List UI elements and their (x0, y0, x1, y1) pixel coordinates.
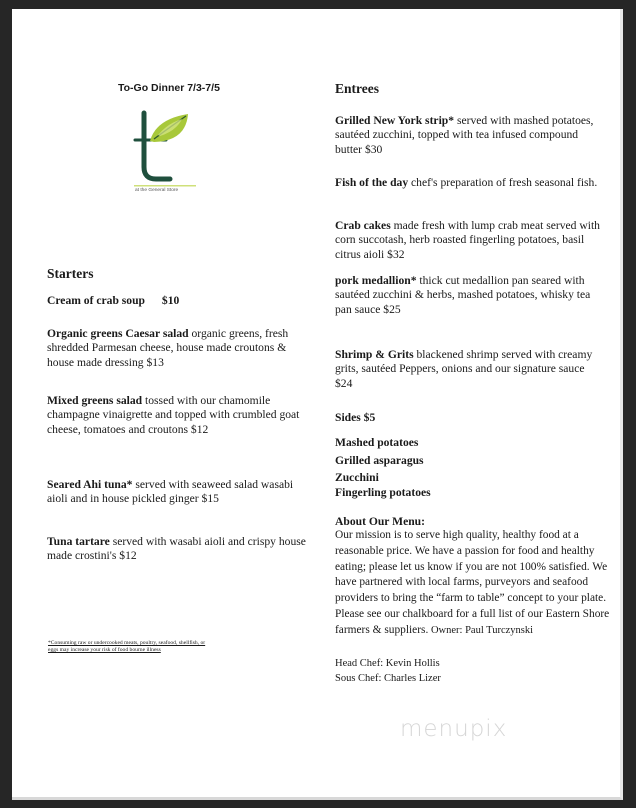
sous-chef: Sous Chef: Charles Lizer (335, 673, 441, 684)
item-name: Grilled New York strip* (335, 114, 455, 127)
owner-name: Owner: Paul Turczynski (428, 624, 534, 636)
menupix-watermark: menupix (400, 716, 508, 742)
item-description: blackened shrimp served with creamy grits, sautéed Peppers, onions and our signature sauce $24 (335, 348, 593, 390)
item-name: Cream of crab soup (47, 294, 146, 307)
entree-item (335, 274, 600, 317)
starter-item (47, 294, 307, 308)
item-description: tossed with our chamomile champagne vinaigrette and topped with crumbled goat cheese, tomatoes and croutons $12 (47, 394, 300, 436)
item-name: Crab cakes (335, 219, 391, 232)
leaf-t-logo-icon (130, 105, 202, 195)
item-name: Fish of the day (335, 176, 409, 189)
menu-title: To-Go Dinner 7/3-7/5 (118, 82, 220, 94)
side-item: Fingerling potatoes (335, 486, 431, 499)
item-description: served with seaweed salad wasabi aioli and in house pickled ginger $15 (47, 478, 294, 506)
entrees-heading: Entrees (335, 81, 379, 96)
item-name: Organic greens Caesar salad (47, 327, 189, 340)
side-item: Grilled asparagus (335, 454, 424, 467)
starter-item (47, 478, 307, 507)
item-name: pork medallion* (335, 274, 417, 287)
starter-item (47, 394, 307, 437)
item-name: Shrimp & Grits (335, 348, 414, 361)
about-body (335, 528, 610, 639)
side-item: Zucchini (335, 471, 379, 484)
item-name: Tuna tartare (47, 535, 110, 548)
entree-item (335, 114, 600, 157)
item-description: chef's preparation of fresh seasonal fish. (408, 176, 598, 189)
item-name: Mixed greens salad (47, 394, 143, 407)
item-description: thick cut medallion pan seared with sautéed zucchini & herbs, mashed potatoes, whisky tea pan sauce $25 (335, 274, 591, 316)
about-text: Our mission is to serve high quality, healthy food at a reasonable price. We have a passion for food and healthy eating; please let us know if you are not 100% satisfied. We have partnered with local farms, purveyors and seafood providers to bring the “farm to table” concept to your plate. Please see our chalkboard for a full list of our Eastern Shore farmers & suppliers. (335, 529, 610, 636)
item-price: $10 (161, 294, 180, 307)
entree-item (335, 348, 600, 391)
starter-item (47, 535, 307, 564)
entree-item (335, 219, 600, 262)
item-description: made fresh with lump crab meat served with corn succotash, herb roasted fingerling potatoes, basil citrus aioli $32 (335, 219, 600, 261)
item-name: Seared Ahi tuna* (47, 478, 133, 491)
sides-heading: Sides $5 (335, 411, 376, 424)
side-item: Mashed potatoes (335, 436, 419, 449)
about-heading: About Our Menu: (335, 515, 425, 528)
starter-item (47, 327, 307, 370)
starters-heading: Starters (47, 266, 94, 281)
entree-item (335, 176, 600, 190)
menu-page (12, 9, 623, 800)
head-chef: Head Chef: Kevin Hollis (335, 658, 440, 669)
item-description: served with wasabi aioli and crispy house made crostini's $12 (47, 535, 306, 563)
logo-caption: at the General Store (135, 188, 179, 193)
item-description: organic greens, fresh shredded Parmesan cheese, house made croutons & house made dressing $13 (47, 327, 289, 369)
item-description: served with mashed potatoes, sautéed zucchini, topped with tea infused compound butter $30 (335, 114, 594, 156)
raw-food-disclaimer: *Consuming raw or undercooked meats, poultry, seafood, shellfish, or eggs may increase your risk of food bourne illness (48, 640, 206, 653)
